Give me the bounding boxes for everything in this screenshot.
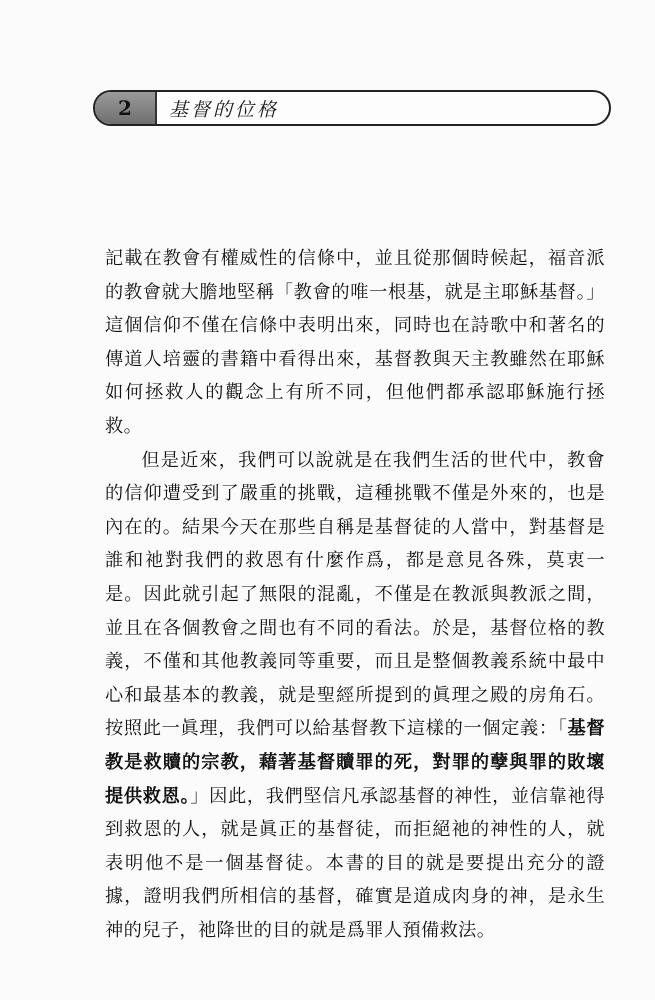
running-header bbox=[93, 90, 611, 126]
paragraph-2 bbox=[105, 444, 605, 948]
paragraph-2-text-after: 」因此，我們堅信凡承認基督的神性，並信靠祂得到救恩的人，就是眞正的基督徒，而拒絕祂的神性的人，就表明他不是一個基督徒。本書的目的就是要提出充分的證據，證明我們所相信的基督，確實是道成肉身的神，是永生神的兒子，祂降世的目的就是爲罪人預備救法。 bbox=[105, 785, 605, 941]
paragraph-1 bbox=[105, 242, 605, 444]
chapter-title: 基督的位格 bbox=[169, 98, 280, 121]
paragraph-2-text-before: 但是近來，我們可以說就是在我們生活的世代中，教會的信仰遭受到了嚴重的挑戰，這種挑戰不僅是外來的，也是內在的。結果今天在那些自稱是基督徒的人當中，對基督是誰和祂對我們的救恩有什麼作爲，都是意見各殊，莫衷一是。因此就引起了無限的混亂，不僅是在教派與教派之間，並且在各個教會之間也有不同的看法。於是，基督位格的教義，不僅和其他教義同等重要，而且是整個教義系統中最中心和最基本的教義，就是聖經所提到的眞理之殿的房角石。按照此一眞理，我們可以給基督教下這樣的一個定義：「 bbox=[105, 449, 605, 740]
definition-bold-text: 基督教是救贖的宗教，藉著基督贖罪的死，對罪的孽與罪的敗壞提供救恩。 bbox=[105, 718, 605, 807]
page-number: 2 bbox=[95, 92, 157, 124]
paragraph-1-text: 記載在教會有權威性的信條中，並且從那個時候起，福音派的教會就大膽地堅稱「教會的唯一根基，就是主耶穌基督。」這個信仰不僅在信條中表明出來，同時也在詩歌中和著名的傳道人培靈的書籍中看得出來，基督教與天主教雖然在耶穌如何拯救人的觀念上有所不同，但他們都承認耶穌施行拯救。 bbox=[105, 248, 605, 437]
body-text bbox=[105, 242, 605, 947]
